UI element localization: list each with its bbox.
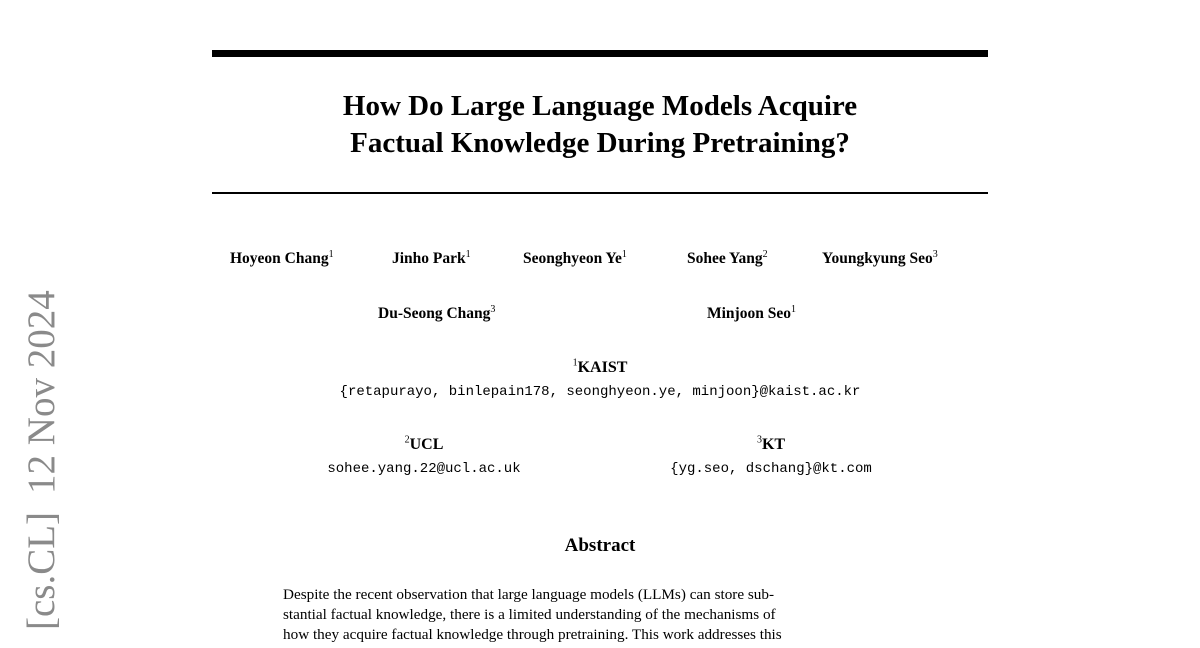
title-rule bbox=[212, 192, 988, 194]
abstract-line: how they acquire factual knowledge through pretraining. This work addresses this bbox=[283, 626, 782, 643]
arxiv-category: [cs.CL] bbox=[20, 511, 63, 630]
author-name: Jinho Park bbox=[392, 250, 466, 267]
author-affiliation-mark: 1 bbox=[465, 248, 471, 260]
arxiv-stamp bbox=[22, 290, 61, 630]
author-affiliation-mark: 1 bbox=[790, 303, 796, 315]
author-seonghyeon-ye bbox=[523, 250, 627, 268]
author-sohee-yang bbox=[687, 250, 768, 268]
affiliation-kaist bbox=[450, 359, 750, 377]
author-hoyeon-chang bbox=[230, 250, 334, 268]
top-rule bbox=[212, 50, 988, 57]
abstract-line: Despite the recent observation that large language models (LLMs) can store sub- bbox=[283, 586, 775, 603]
abstract-line: stantial factual knowledge, there is a limited understanding of the mechanisms of bbox=[283, 606, 776, 623]
author-name: Hoyeon Chang bbox=[230, 250, 329, 267]
author-du-seong-chang bbox=[378, 305, 495, 323]
title-line-2: Factual Knowledge During Pretraining? bbox=[350, 127, 850, 159]
affiliation-name: UCL bbox=[409, 436, 444, 453]
author-name: Seonghyeon Ye bbox=[523, 250, 622, 267]
author-minjoon-seo bbox=[707, 305, 796, 323]
author-name: Youngkyung Seo bbox=[822, 250, 933, 267]
paper-title bbox=[212, 88, 988, 162]
author-name: Du-Seong Chang bbox=[378, 305, 491, 322]
affiliation-number: 1 bbox=[572, 357, 578, 369]
author-affiliation-mark: 1 bbox=[621, 248, 627, 260]
author-name: Sohee Yang bbox=[687, 250, 763, 267]
affiliation-number: 2 bbox=[404, 434, 410, 446]
author-affiliation-mark: 2 bbox=[762, 248, 768, 260]
author-affiliation-mark: 3 bbox=[932, 248, 938, 260]
title-line-1: How Do Large Language Models Acquire bbox=[342, 90, 858, 122]
affiliation-name: KAIST bbox=[577, 359, 628, 376]
email-kaist: {retapurayo, binlepain178, seonghyeon.ye, minjoon}@kaist.ac.kr bbox=[339, 384, 861, 400]
affiliation-name: KT bbox=[761, 436, 786, 453]
author-youngkyung-seo bbox=[822, 250, 938, 268]
abstract-body bbox=[283, 585, 923, 645]
arxiv-date: 12 Nov 2024 bbox=[20, 290, 63, 494]
author-affiliation-mark: 3 bbox=[490, 303, 496, 315]
affiliation-ucl bbox=[274, 436, 574, 454]
author-jinho-park bbox=[392, 250, 471, 268]
affiliation-kt bbox=[621, 436, 921, 454]
affiliation-number: 3 bbox=[756, 434, 762, 446]
author-name: Minjoon Seo bbox=[707, 305, 791, 322]
email-kt: {yg.seo, dschang}@kt.com bbox=[670, 461, 872, 477]
abstract-heading: Abstract bbox=[564, 535, 636, 556]
author-affiliation-mark: 1 bbox=[328, 248, 334, 260]
email-ucl: sohee.yang.22@ucl.ac.uk bbox=[327, 461, 521, 477]
